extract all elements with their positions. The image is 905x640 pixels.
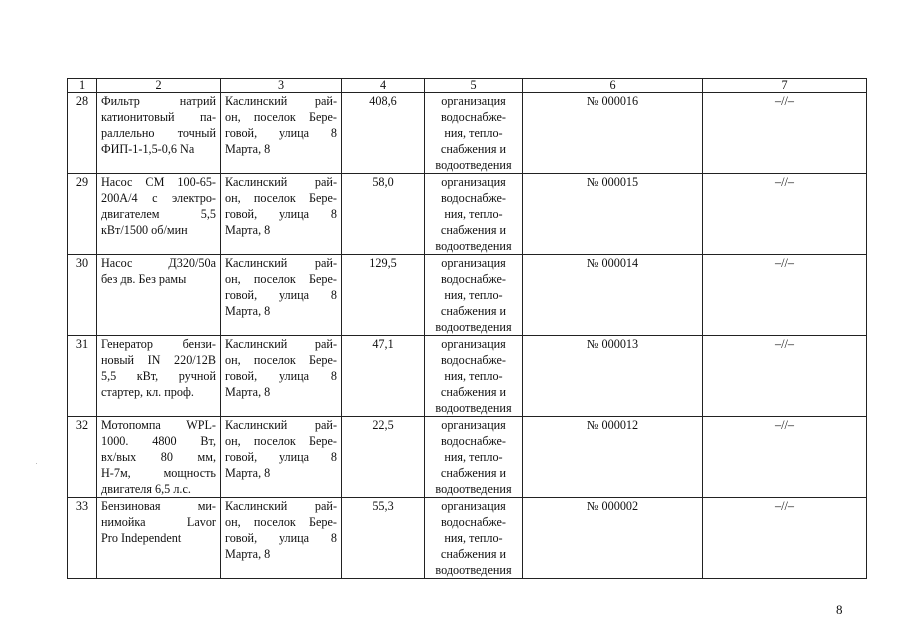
item-name [97,93,221,174]
cell-line: ния, тепло- [444,288,503,302]
row-number: 29 [68,174,97,255]
cell-line: говой, улица 8 [225,288,337,302]
header-cell: 7 [703,79,867,93]
cell-line: водоотведения [435,482,512,496]
cell-line: Каслинский рай- [225,337,337,351]
cell-line: Марта, 8 [225,385,271,399]
item-organization [425,174,523,255]
item-name [97,417,221,498]
cell-line: Фильтр натрий [101,94,216,108]
item-document-number: № 000016 [523,93,703,174]
cell-line: он, поселок Бере- [225,272,337,286]
cell-line: 1000. 4800 Вт, [101,434,216,448]
cell-line: водоснабже- [441,191,506,205]
cell-line: он, поселок Бере- [225,515,337,529]
cell-line: водоснабже- [441,272,506,286]
cell-line: организация [441,418,506,432]
item-value: 55,3 [342,498,425,579]
item-document-number: № 000012 [523,417,703,498]
cell-line: Каслинский рай- [225,418,337,432]
item-address [221,93,342,174]
cell-line: говой, улица 8 [225,531,337,545]
cell-line: новый IN 220/12В [101,353,216,367]
cell-line: Мотопомпа WPL- [101,418,216,432]
cell-line: снабжения и [440,304,507,318]
item-address [221,336,342,417]
item-document-number: № 000013 [523,336,703,417]
cell-line: двигателя 6,5 л.с. [101,482,191,496]
cell-line: организация [441,175,506,189]
item-document-number: № 000015 [523,174,703,255]
cell-line: Марта, 8 [225,547,271,561]
cell-line: ФИП-1-1,5-0,6 Na [101,142,195,156]
cell-line: организация [441,256,506,270]
cell-line: Бензиновая ми- [101,499,216,513]
cell-line: водоснабже- [441,434,506,448]
item-organization [425,417,523,498]
cell-line: водоотведения [435,320,512,334]
item-organization [425,93,523,174]
item-value: 22,5 [342,417,425,498]
cell-line: водоотведения [435,401,512,415]
cell-line: он, поселок Бере- [225,191,337,205]
table-row [68,417,867,498]
row-number: 33 [68,498,97,579]
cell-line: Марта, 8 [225,223,271,237]
header-cell: 3 [221,79,342,93]
cell-line: Насос Д320/50а [101,256,216,270]
cell-line: он, поселок Бере- [225,110,337,124]
header-cell: 1 [68,79,97,93]
item-note: –//– [703,336,867,417]
item-organization [425,498,523,579]
cell-line: катионитовый па- [101,110,216,124]
cell-line: нимойка Lavor [101,515,216,529]
cell-line: водоснабже- [441,515,506,529]
item-address [221,255,342,336]
page-number: 8 [836,602,843,617]
cell-line: снабжения и [440,142,507,156]
cell-line: водоснабже- [441,110,506,124]
item-value: 129,5 [342,255,425,336]
item-note: –//– [703,498,867,579]
row-number: 30 [68,255,97,336]
cell-line: снабжения и [440,547,507,561]
cell-line: водоотведения [435,158,512,172]
table-row [68,336,867,417]
header-cell: 6 [523,79,703,93]
item-document-number: № 000014 [523,255,703,336]
cell-line: ния, тепло- [444,207,503,221]
item-name [97,174,221,255]
cell-line: говой, улица 8 [225,207,337,221]
cell-line: водоснабже- [441,353,506,367]
header-cell: 5 [425,79,523,93]
cell-line: организация [441,94,506,108]
cell-line: говой, улица 8 [225,369,337,383]
cell-line: организация [441,499,506,513]
item-note: –//– [703,174,867,255]
cell-line: раллельно точный [101,126,216,140]
row-number: 28 [68,93,97,174]
item-value: 408,6 [342,93,425,174]
table-row [68,498,867,579]
cell-line: водоотведения [435,563,512,577]
cell-line: стартер, кл. проф. [101,385,194,399]
header-row [68,79,867,93]
cell-line: Н-7м, мощность [101,466,216,480]
cell-line: Насос СМ 100-65- [101,175,216,189]
cell-line: он, поселок Бере- [225,434,337,448]
cell-line: без дв. Без рамы [101,272,187,286]
cell-line: вх/вых 80 мм, [101,450,216,464]
cell-line: Каслинский рай- [225,256,337,270]
cell-line: снабжения и [440,223,507,237]
item-name [97,255,221,336]
item-note: –//– [703,417,867,498]
item-note: –//– [703,93,867,174]
cell-line: двигателем 5,5 [101,207,216,221]
item-name [97,498,221,579]
row-number: 32 [68,417,97,498]
item-organization [425,336,523,417]
cell-line: Pro Independent [101,531,182,545]
cell-line: ния, тепло- [444,450,503,464]
row-number: 31 [68,336,97,417]
item-document-number: № 000002 [523,498,703,579]
header-cell: 4 [342,79,425,93]
table-row [68,255,867,336]
cell-line: говой, улица 8 [225,450,337,464]
item-value: 58,0 [342,174,425,255]
cell-line: Каслинский рай- [225,94,337,108]
cell-line: Марта, 8 [225,304,271,318]
cell-line: Марта, 8 [225,142,271,156]
cell-line: Марта, 8 [225,466,271,480]
cell-line: ния, тепло- [444,126,503,140]
item-address [221,498,342,579]
property-table [67,78,867,579]
cell-line: 5,5 кВт, ручной [101,369,216,383]
cell-line: Каслинский рай- [225,175,337,189]
cell-line: Генератор бензи- [101,337,216,351]
cell-line: он, поселок Бере- [225,353,337,367]
margin-mark [36,463,37,464]
table-row [68,174,867,255]
cell-line: Каслинский рай- [225,499,337,513]
cell-line: снабжения и [440,385,507,399]
item-address [221,174,342,255]
cell-line: ния, тепло- [444,531,503,545]
cell-line: говой, улица 8 [225,126,337,140]
item-value: 47,1 [342,336,425,417]
cell-line: ния, тепло- [444,369,503,383]
cell-line: кВт/1500 об/мин [101,223,188,237]
cell-line: 200А/4 с электро- [101,191,216,205]
item-note: –//– [703,255,867,336]
cell-line: организация [441,337,506,351]
cell-line: снабжения и [440,466,507,480]
table-row [68,93,867,174]
item-name [97,336,221,417]
cell-line: водоотведения [435,239,512,253]
header-cell: 2 [97,79,221,93]
item-address [221,417,342,498]
item-organization [425,255,523,336]
